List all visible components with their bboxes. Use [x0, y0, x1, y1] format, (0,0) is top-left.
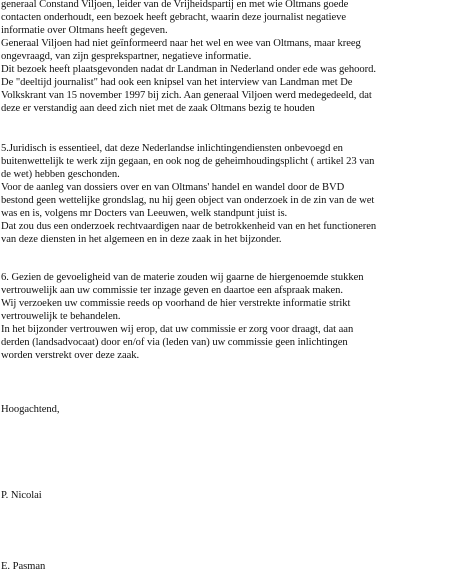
text-line: Dit bezoek heeft plaatsgevonden nadat dr Landman in Nederland onder ede was gehoord.	[1, 64, 376, 75]
text-line: bestond geen wettelijke grondslag, nu hij geen object van onderzoek in de zin van de wet	[1, 195, 375, 206]
text-line: contacten onderhoudt, een bezoek heeft gebracht, waarin deze journalist negatieve	[1, 12, 347, 23]
text-line: vertrouwelijk te behandelen.	[1, 311, 121, 322]
text-line: worden verstrekt over deze zaak.	[1, 350, 140, 361]
signatory-name: P. Nicolai	[1, 490, 42, 501]
text-line: van deze diensten in het algemeen en in deze zaak in het bijzonder.	[1, 234, 282, 245]
text-line: Volkskrant van 15 november 1997 bij zich. Aan generaal Viljoen werd medegedeeld, dat	[1, 90, 372, 101]
text-line: Voor de aanleg van dossiers over en van Oltmans' handel en wandel door de BVD	[1, 182, 345, 193]
text-line: was en is, volgens mr Docters van Leeuwen, welk standpunt juist is.	[1, 208, 288, 219]
closing-salutation: Hoogachtend,	[1, 404, 60, 415]
text-line: de wet) hebben geschonden.	[1, 169, 120, 180]
text-line: De "deeltijd journalist" had ook een knipsel van het interview van Landman met De	[1, 77, 353, 88]
signatory-name: E. Pasman	[1, 561, 46, 572]
text-line: ongevraagd, van zijn gesprekspartner, negatieve informatie.	[1, 51, 252, 62]
text-line: In het bijzonder vertrouwen wij erop, dat uw commissie er zorg voor draagt, dat aan	[1, 324, 354, 335]
text-line: Generaal Viljoen had niet geïnformeerd naar het wel en wee van Oltmans, maar kreeg	[1, 38, 361, 49]
text-line: 6. Gezien de gevoeligheid van de materie zouden wij gaarne de hiergenoemde stukken	[1, 272, 364, 283]
text-line: Wij verzoeken uw commissie reeds op voorhand de hier verstrekte informatie strikt	[1, 298, 351, 309]
text-line: buitenwettelijk te werk zijn gegaan, en ook nog de geheimhoudingsplicht ( artikel 23 van	[1, 156, 375, 167]
text-line: 5.Juridisch is essentieel, dat deze Nederlandse inlichtingendiensten onbevoegd en	[1, 143, 343, 154]
text-line: Dat zou dus een onderzoek rechtvaardigen naar de betrokkenheid van en het functioneren	[1, 221, 377, 232]
text-line: vertrouwelijk aan uw commissie ter inzage geven en daartoe een afspraak maken.	[1, 285, 344, 296]
text-line: generaal Constand Viljoen, leider van de Vrijheidspartij en met wie Oltmans goede	[1, 0, 349, 10]
text-line: deze er verstandig aan deed zich niet met de zaak Oltmans bezig te houden	[1, 103, 315, 114]
text-line: informatie over Oltmans heeft gegeven.	[1, 25, 168, 36]
text-line: derden (landsadvocaat) door en/of via (leden van) uw commissie geen inlichtingen	[1, 337, 348, 348]
